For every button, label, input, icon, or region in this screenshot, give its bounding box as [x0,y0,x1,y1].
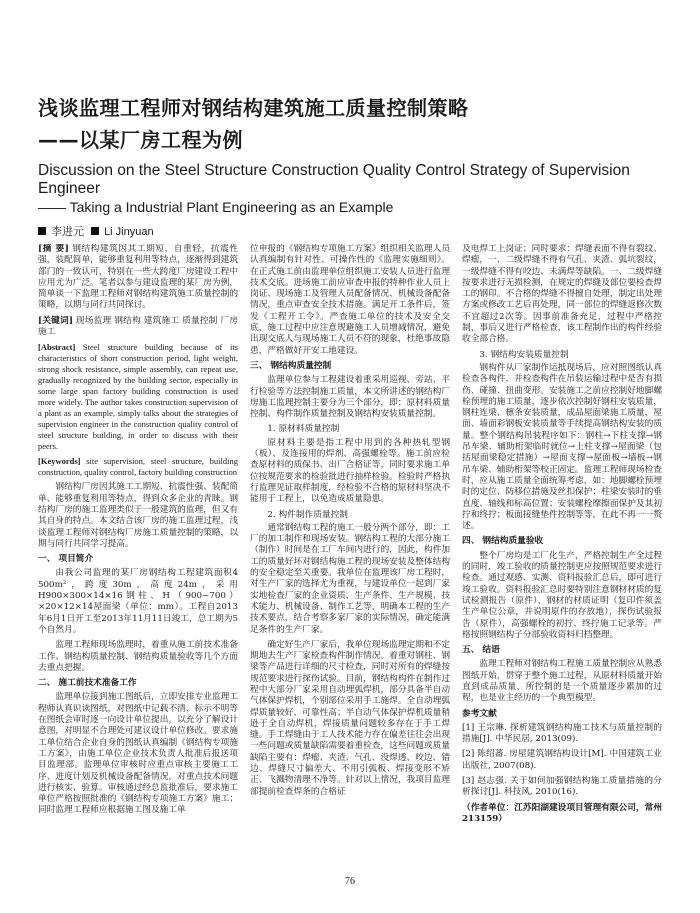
paragraph: 原材料主要是指工程中用到的各种热轧型钢（板）、及连接用的焊剂、高强螺栓等。施工前应检查原材料的质保书、出厂合格证等，同时要求施工单位按规范要求的检验批进行抽样检验。检验时严格执行监理见证取样制度，经检验不合格的原材料坚决不能用于工程上，以免造成质量隐患。 [250,437,450,505]
keywords-en-text: site supervision, steel structure, building construction, quality control, factory building construction [38,456,238,478]
square-bullet-icon [38,227,46,235]
paragraph: 监理工程师对钢结构工程施工质量控制应从熟悉图纸开始，贯穿于整个施工过程，从原材料质量开始直到成品质量，所控制的是一个质量逐步累加的过程，也是业主经历的一个典型模型。 [462,659,662,704]
section-heading-2: 二、 施工前技术准备工作 [38,678,137,689]
abstract-cn-text: 钢结构建筑因其工期短，自重轻，抗震性强，装配简单，能够重复利用等特点，逐渐得到建筑部门的一致认可，特别在一些大跨度厂房建设工程中应用尤为广泛。笔者以参与建设监理的某厂房为例，简单谈一下监理工程师对钢结构建筑施工质量控制的策略，以期与同行共同探讨。 [38,244,238,311]
title-english-line2: —— Taking a Industrial Plant Engineering as an Example [38,199,394,215]
paragraph: 监理单位参与工程建设着重采用巡视、旁站、平行检验等方法控制施工质量，本文所讲述的钢结构厂房施工监理控制主要分为三个部分，即：原材料质量控制、构件制作质量控制及钢结构安装质量控制。 [250,375,450,420]
reference-item: [3] 赵志强. 关于如何加强钢结构施工质量措施的分析探讨[J]. 科技风, 2010(16). [462,776,662,798]
keywords-en [38,456,238,478]
page-number: 76 [345,876,355,887]
section-heading-4: 四、 钢结构质量验收 [462,536,544,547]
subsection-heading: 2. 构件制作质量控制 [267,509,348,520]
column-1 [38,244,238,873]
author-line [38,225,158,239]
paragraph: 由我公司监理的某厂房钢结构工程建筑面积4 500m²，跨度30m，高度24m，采用H900×300×14×16钢柱、H（900~700）×20×12×14屋面梁（单位：mm）。工程自2013年6月1日开工至2013年11月11日竣工，总工期为5个自然月。 [38,568,238,635]
paragraph: 及电焊工上岗证；同时要求：焊缝表面不得有裂纹、焊瘤，一、二级焊缝不得有气孔、夹渣、弧坑裂纹，一级焊缝不得有咬边、未满焊等缺陷。一、二级焊缝按要求进行无损检测，在规定的焊缝及部位要检查焊工的钢印。不合格的焊缝不得擅自处理，制定出处理方案或修改工艺后再处理，同一部位的焊缝返修次数不宜超过2次等。因事前准备充足，过程中严格控制，事后又进行严格检查，该工程制作出的构件经验收全部合格。 [462,244,662,345]
keywords-cn-text: 现场监理 钢结构 建筑施工 质量控制 厂房施工 [38,315,238,338]
author-en: Li Jinyuan [104,226,154,238]
column-2 [250,244,450,873]
paragraph: 监理工程师现场监理时，着重从施工前技术准备工作、钢结构质量控制、钢结构质量验收等几个方面去重点把握。 [38,640,238,673]
keywords-en-label: [Keywords] [38,456,81,467]
paragraph: 通常钢结构工程的施工一般分两个部分，即：工厂的加工制作和现场安装。钢结构工程的大部分施工（制作）时间是在工厂车间内进行的，因此，构件加工的质量好坏对钢结构施工程的现场安装及整体结构的安全稳定至关重要。我单位在监理该厂房工程时，对生产厂家的选择尤为重视，与建设单位一起到厂家实地检查厂家的企业资质、生产条件、生产规模、技术能力、机械设备、制作工艺等，明确本工程的生产技术要点，结合考察多家厂家的实际情况，确定能满足条件的生产厂家。 [250,522,450,635]
title-chinese-line2: ——以某厂房工程为例 [38,128,243,152]
author-cn: 李进元 [51,226,84,238]
reference-item: [1] 王宗琳. 探析建筑钢结构施工技术与质量控制的措施[J]. 中华民居, 2013(09). [462,722,662,745]
paragraph: 位申报的《钢结构专项施工方案》组织相关监理人员认真编制有针对性、可操作性的《监理实施细则》。在正式施工前由监理单位组织施工安装人员进行监理技术交底。进场施工前应审查申报的特种作业人员上岗证、现场施工及管理人员配备情况、机械设备配备情况，重点审查安全技术措施。满足开工条件后，签发《工程开工令》。严查施工单位的技术及安全交底，施工过程中应注意规避施工人员增减情况，避免出现交底人与现场施工人员不符的现象，杜绝事故隐患，严格做好开安工地建设。 [250,244,450,356]
paragraph: 监理单位接到施工图纸后，立即安排专业监理工程师认真识读图纸，对图纸中记载不清、标示不明等在图纸会审时逐一向设计单位提出，以充分了解设计意图，对明显不合理处可建议设计单位修改。要求施工单位结合企业自身的图纸认真编制《钢结构专项施工方案》，由施工单位企业技术负责人批准后报送项目监理部。监理单位审核时应重点审核主要施工工序、进度计划及机械设备配备情况，对重点技术问题进行核实、验算。审核通过经总监批准后，要求施工单位严格按照批准的《钢结构专项施工方案》施工；同时监理工程师应根据施工图及施工单 [38,692,238,816]
abstract-cn [38,244,238,312]
abstract-en [38,342,238,452]
section-heading-1: 一、 项目简介 [38,554,94,565]
title-chinese-line1: 浅谈监理工程师对钢结构建筑施工质量控制策略 [38,96,469,120]
abstract-cn-label: [摘 要] [38,244,69,254]
section-heading-5: 五、 结语 [462,645,500,656]
intro-paragraph: 钢结构厂房因其施工工期短、抗震性强、装配简单、能够重复利用等特点，得到众多企业的青睐。钢结构厂房的施工监理类似于一般建筑的监理，但又有其自身的特点。本文结合该厂房的施工监理过程，浅谈监理工程师对钢结构厂房施工质量控制的策略，以期与同行共同学习提高。 [38,482,238,549]
square-bullet-icon [91,227,99,235]
paragraph: 钢构件从厂家制作运抵现场后，应对照图纸认真检查各构件，并检查构件在吊装运输过程中是否有损伤、碰撞、扭曲变形。安装施工之前应控制好地脚螺栓预埋的施工质量，逐步依次控制好钢柱安装质量，钢柱连梁、檩条安装质量，成品屋面梁施工质量，屋面、墙面彩钢板安装质量等手续提高钢结构安装的质量。整个钢结构吊装程序如下：钢柱→下柱支撑→钢吊车梁、辅助桁架临时就位→上柱支撑→屋面梁（包括屋面梁稳定措施）→屋面支撑→屋面板→墙板→钢吊车梁、辅助桁架等校正固定。监理工程师现场检查时，应从施工质量全面统筹考虑，如：地脚螺栓预埋时的定位、防移位措施及丝扣保护；柱梁安装时的垂直度、轴线和标高位置；安装螺栓摩擦面保护及其初拧和终拧；板面接缝垫件控制等等，在此不再一一赘述。 [462,362,662,532]
references-heading: 参考文献 [462,708,497,719]
keywords-cn [38,316,238,339]
reference-item: [2] 陈绍蕃. 房屋建筑钢结构设计[M]. 中国建筑工业出版社, 2007(08). [462,749,662,771]
section-heading-3: 三、 钢结构质量控制 [250,360,332,371]
paragraph: 确定好生产厂家后，我单位现场监理定期和不定期地去生产厂家检查构件制作情况。着重对钢柱、钢梁等产品进行详细的尺寸检查，同时对所有的焊缝按规范要求进行探伤试验。目前，钢结构构件在制作过程中大部分厂家采用自动埋弧焊机，部分具备半自动气体保护焊机，个别部位采用手工施焊。全自动埋弧焊质量较好、可靠性高；半自动气体保护焊机质量稍逊于全自动焊机，焊接质量问题较多存在于手工焊缝。手工焊缝由于工人技术能力存在偏差往往会出现一些问题或质量缺陷需要着重检查，这些问题或质量缺陷主要有：焊瘤、夹渣、气孔、没焊透、咬边、错边、焊缝尺寸偏差大、不用引弧板、焊接变形不矫正、飞溅物清理不净等。针对以上情况，我项目监理部提前检查焊条的合格证 [250,639,450,797]
keywords-cn-label: [关键词] [38,315,73,326]
subsection-heading: 3. 钢结构安装质量控制 [479,349,569,360]
title-english-line1: Discussion on the Steel Structure Construction Quality Control Strategy of Supervision Engineer [38,162,630,197]
column-3 [462,244,662,873]
author-affiliation: （作者单位：江苏阳湖建设项目管理有限公司，常州 213159） [462,802,662,824]
abstract-en-text: Steel structure building because of its characteristics of short construction period, light weight, strong shock resistance, simple assembly, can repeat use, gradually recognized by the building sector, especially in some large span factory building construction is used more widely. The author takes construction supervision of a plant as an example, simply talks about the strategies of supervision engineer in the construction quality control of steel structure building, in order to discuss with their peers. [38,342,238,452]
abstract-en-label: [Abstract] [38,342,76,353]
paragraph: 整个厂房均是工厂化生产，严格控制生产全过程的同时，竣工验收的质量控制更应按照规范要求进行检查。通过观感、实测、资料报验汇总后，即可进行竣工验收。资料报验汇总时要特别注意钢材材质的复试检测报告（原件），钢材的材质证明（复印件须盖生产单位公章，并说明原件的存放地），探伤试验报告（原件），高强螺栓的初拧、终拧施工记录等。严格按照钢结构子分部验收资料归档整理。 [462,550,662,640]
subsection-heading: 1. 原材料质量控制 [267,424,340,435]
